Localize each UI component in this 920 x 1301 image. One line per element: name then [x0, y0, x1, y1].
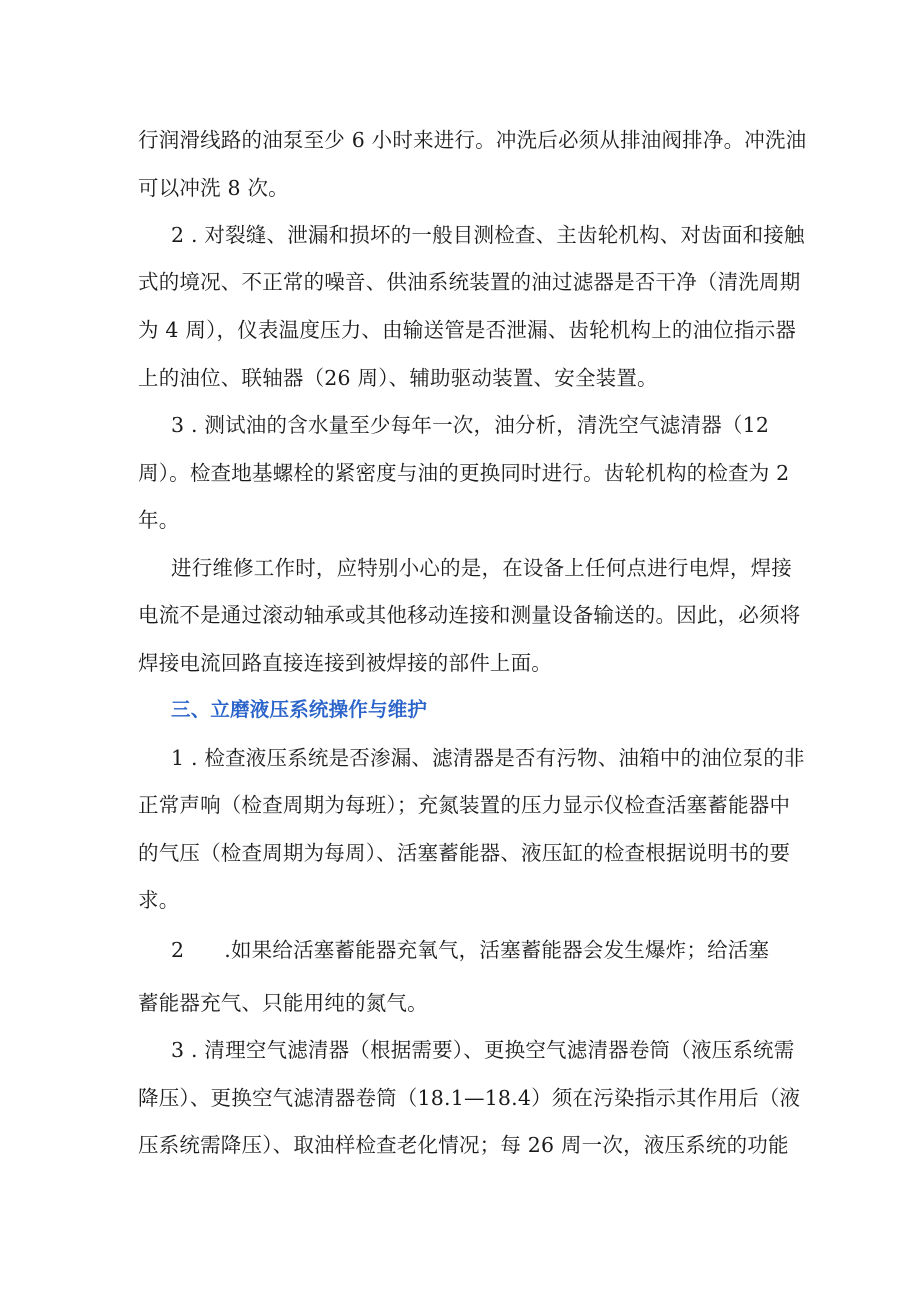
text-line: 周）。检查地基螺栓的紧密度与油的更换同时进行。齿轮机构的检查为 2	[138, 461, 790, 485]
text-line: 降压）、更换空气滤清器卷筒（18.1—18.4）须在污染指示其作用后（液	[138, 1086, 801, 1110]
text-line: 行润滑线路的油泵至少 6 小时来进行。冲洗后必须从排油阀排净。冲洗油	[138, 128, 807, 152]
text-line: 1 . 检查液压系统是否渗漏、滤清器是否有污物、油箱中的油位泵的非	[171, 746, 805, 770]
text-line: 求。	[138, 888, 180, 912]
text-line: 可以冲洗 8 次。	[138, 176, 289, 200]
text-line: 正常声响（检查周期为每班）；充氮装置的压力显示仪检查活塞蓄能器中	[138, 793, 791, 817]
text-line: 年。	[138, 508, 180, 532]
text-line: 的气压（检查周期为每周）、活塞蓄能器、液压缸的检查根据说明书的要	[138, 841, 791, 865]
list-text: .如果给活塞蓄能器充氧气，活塞蓄能器会发生爆炸；给活塞	[224, 938, 770, 962]
list-item-line	[171, 936, 769, 964]
text-line: 进行维修工作时，应特别小心的是，在设备上任何点进行电焊，焊接	[171, 556, 792, 580]
text-line: 式的境况、不正常的噪音、供油系统装置的油过滤器是否干净（清洗周期	[138, 270, 801, 294]
text-line: 为 4 周），仪表温度压力、由输送管是否泄漏、齿轮机构上的油位指示器	[138, 318, 797, 342]
text-line: 上的油位、联轴器（26 周）、辅助驱动装置、安全装置。	[138, 366, 658, 390]
text-line: 焊接电流回路直接连接到被焊接的部件上面。	[138, 651, 552, 675]
list-number: 2	[171, 938, 185, 962]
text-line: 蓄能器充气、只能用纯的氮气。	[138, 991, 428, 1015]
section-heading: 三、立磨液压系统操作与维护	[171, 698, 428, 721]
text-line: 压系统需降压）、取油样检查老化情况；每 26 周一次，液压系统的功能	[138, 1133, 789, 1157]
text-line: 3 . 清理空气滤清器（根据需要）、更换空气滤清器卷筒（液压系统需	[171, 1038, 795, 1062]
text-line: 电流不是通过滚动轴承或其他移动连接和测量设备输送的。因此，必须将	[138, 603, 801, 627]
text-line: 3 . 测试油的含水量至少每年一次，油分析，清洗空气滤清器（12	[171, 413, 770, 437]
text-line: 2 . 对裂缝、泄漏和损坏的一般目测检查、主齿轮机构、对齿面和接触	[171, 223, 805, 247]
